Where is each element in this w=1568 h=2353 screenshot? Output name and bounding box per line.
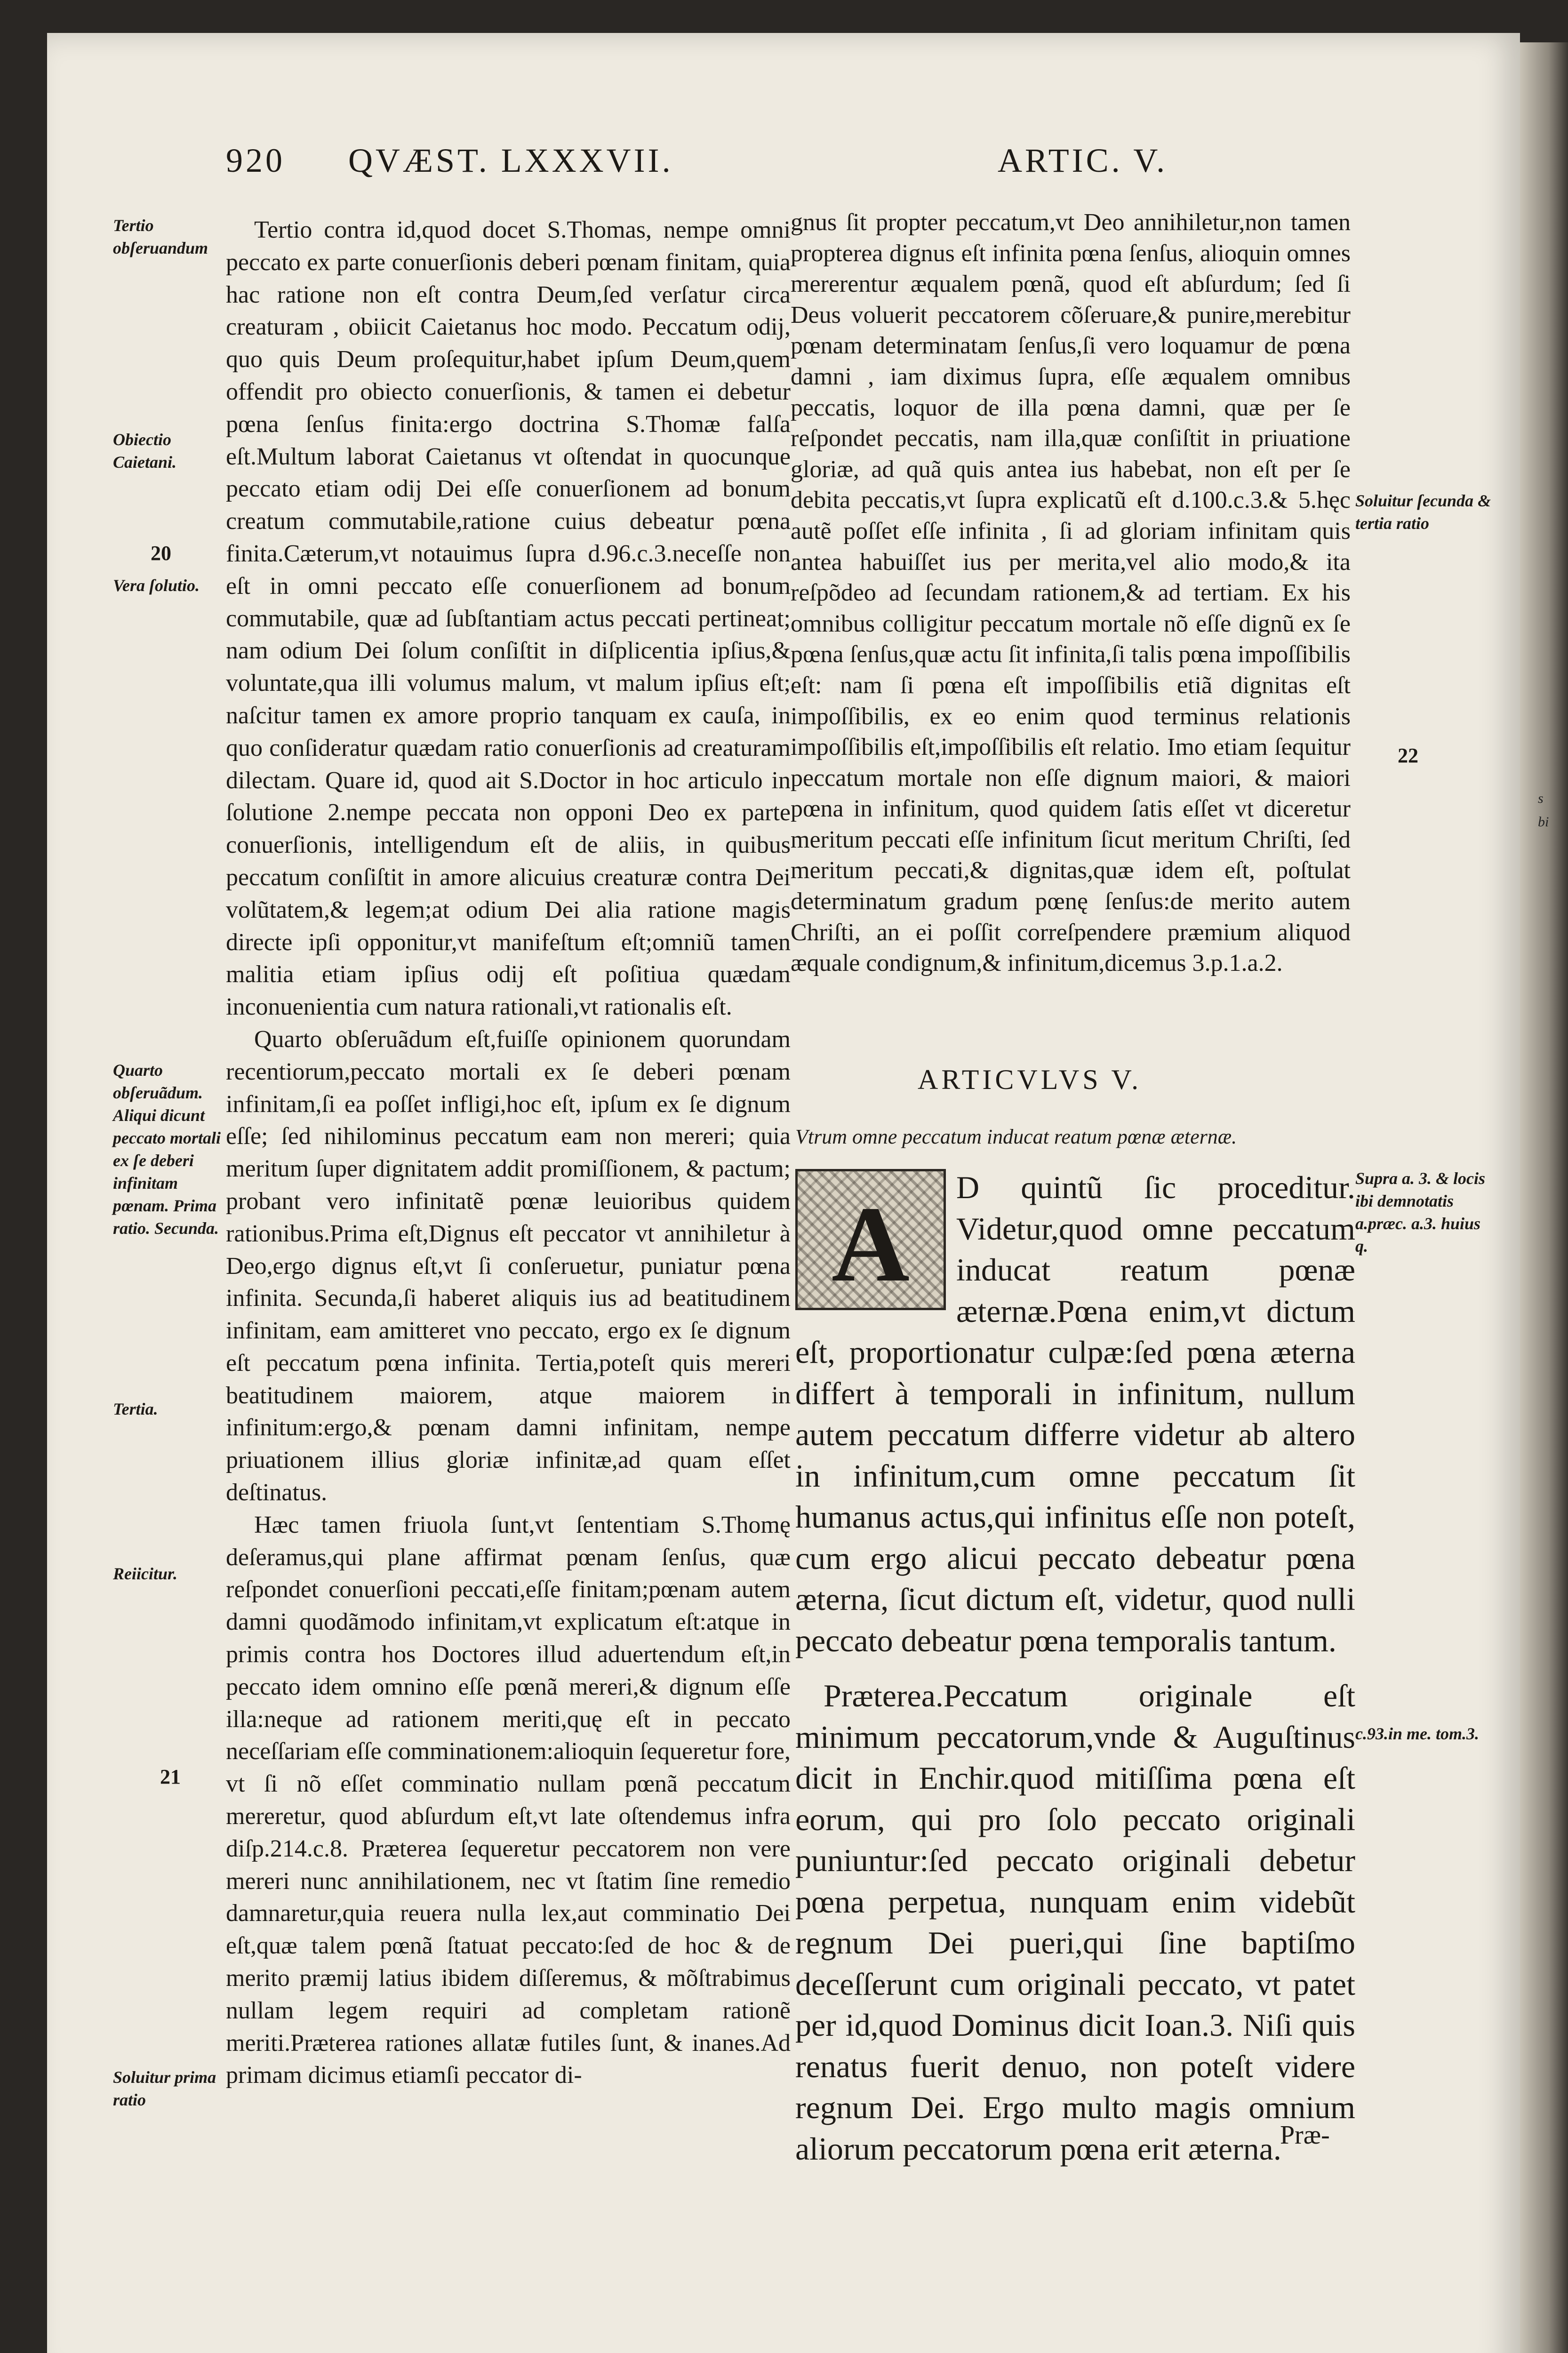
- margin-note: Vera ſolutio.: [113, 576, 200, 595]
- margin-note: Tertia.: [113, 1400, 158, 1418]
- left-text-column: [226, 214, 791, 2092]
- right-text-column: [791, 207, 1351, 979]
- paragraph: Hæc tamen friuola ſunt,vt ſententiam S.Thomę deſeramus,qui plane affirmat pœnam ſenſus, quæ reſpondet conuerſioni peccati,eſſe finitam;pœnam autem damni quodãmodo infinitam,vt explicatum eſt:atque in primis contra hos Doctores illud aduertendum eſt,in peccato idem omnino eſſe pœnã mereri,& dignum eſſe illa:neque ad rationem meriti,quę eſt in peccato neceſſariam eſſe comminationem:alioquin ſequeretur fore, vt ſi nõ eſſet comminatio nullam pœnã peccatum mereretur, quod abſurdum eſt,vt late oſtendemus infra diſp.214.c.8. Præterea ſequeretur peccatorem non vere mereri nunc annihilationem, nec vt ſtatim ſine remedio damnaretur,quia reuera nulla lex,aut comminatio Dei eſt,quæ talem pœnã ſtatuat peccato:ſed de hoc & de merito præmij latius ibidem diſſeremus, & mõſtrabimus nullam legem requiri ad completam rationẽ meriti.Præterea rationes allatæ futiles ſunt, & inanes.Ad primam dicimus etiamſi peccator di-: [226, 1511, 791, 2089]
- margin-note: Obiectio Caietani.: [113, 430, 177, 472]
- paragraph-text: D quintũ ſic proceditur. Videtur,quod omne peccatum inducat reatum pœnæ æternæ.Pœna enim,vt dictum eſt, proportionatur culpæ:ſed pœna æterna differt à temporali in infinitum, nullum autem peccatum differre videtur ab altero in infinitum,cum omne peccatum ſit humanus actus,qui infinitus eſſe non poteſt, cum ergo alicui peccato debeatur pœna æterna, ſicut dictum eſt, videtur, quod nulli peccato debeatur pœna temporalis tantum.: [795, 1169, 1355, 1658]
- margin-note: Supra a. 3. & locis ibi demnotatis a.præc. a.3. huius q.: [1355, 1169, 1486, 1256]
- running-article: ARTIC. V.: [998, 142, 1168, 179]
- margin-note: Tertio obſeruandum: [113, 216, 208, 257]
- running-title: QVÆST. LXXXVII.: [348, 142, 673, 179]
- margin-note: c.93.in me. tom.3.: [1355, 1724, 1479, 1743]
- margin-note: Soluitur ſecunda & tertia ratio: [1355, 491, 1491, 533]
- initial-letter: A: [831, 1184, 910, 1304]
- article-question: Vtrum omne peccatum inducat reatum pœnæ æternæ.: [795, 1125, 1237, 1148]
- margin-section-number: 21: [160, 1765, 181, 1788]
- decorated-initial: [795, 1169, 946, 1310]
- paragraph: Tertio contra id,quod docet S.Thomas, nempe omni peccato ex parte conuerſionis deberi pœnam finitam, quia hac ratione non eſt contra Deum,ſed verſatur circa creaturam , obiicit Caietanus hoc modo. Peccatum odij, quo quis Deum proſequitur,habet ipſum Deum,quem offendit pro obiecto conuerſionis, & tamen ei debetur pœna ſenſus finita:ergo doctrina S.Thomæ falſa eſt.Multum laborat Caietanus vt oſtendat in quocunque peccato etiam odij Dei eſſe conuerſionem ad bonum creatum commutabile,ratione cuius debeatur pœna finita.Cæterum,vt notauimus ſupra d.96.c.3.neceſſe non eſt in omni peccato eſſe conuerſionem ad bonum commutabile, quæ ad ſubſtantiam actus peccati pertineat; nam odium Dei ſolum conſiſtit in diſplicentia ipſius,& voluntate,qua illi volumus malum, vt malum ipſius eſt; naſcitur tamen ex amore proprio tanquam ex cauſa, in quo conſideratur quædam ratio conuerſionis ad creaturam dilectam. Quare id, quod ait S.Doctor in hoc articulo in ſolutione 2.nempe peccata non opponi Deo ex parte conuerſionis, intelligendum eſt de aliis, in quibus peccatum conſiſtit in amore alicuius creaturæ contra Dei volũtatem,& legem;at odium Dei alia ratione magis directe ipſi opponitur,vt manifeſtum eſt;omniũ tamen malitia etiam ipſius odij eſt poſitiua quædam inconuenientia cum natura rationali,vt rationalis eſt.: [226, 216, 791, 1021]
- paragraph: gnus ſit propter peccatum,vt Deo annihiletur,non tamen propterea dignus eſt infinita pœna ſenſus, alioquin omnes mererentur æqualem pœnã, quod eſt abſurdum; ſed ſi Deus voluerit peccatorem cõſeruare,& punire,merebitur pœnam determinatam ſenſus,ſi vero loquamur de pœna damni , iam diximus ſupra, eſſe æqualem omnibus peccatis, loquor de illa pœna damni, quæ per ſe reſpondet peccatis, nam illa,quæ conſiſtit in priuatione gloriæ, ad quã quis antea ius habebat, non eſt per ſe debita peccatis,vt ſupra explicatũ eſt d.100.c.3.& 5.hęc autẽ poſſet eſſe infinita , ſi ad gloriam infinitam quis antea habuiſſet ius per merita,vel alio modo,& ita reſpõdeo ad ſecundam rationem,& ad tertiam. Ex his omnibus colligitur peccatum mortale nõ eſſe dignũ ex ſe pœna ſenſus,quæ actu ſit infinita,ſi talis pœna impoſſibilis eſt: nam ſi pœna eſt impoſſibilis etiã dignitas eſt impoſſibilis, ex eo enim quod terminus relationis impoſſibilis eſt,impoſſibilis eſt relatio. Imo etiam ſequitur peccatum mortale non eſſe dignum maiori, & maiori pœna in infinitum, quod quidem ſatis eſſet vt diceretur meritum peccati eſſe infinitum ſicut meritum Chriſti, ſed meritum peccati,& dignitas,quæ idem eſt, poſtulat determinatum gradum pœnę ſenſus:de merito autem Chriſti, an ei poſſit correſpendere præmium aliquod æquale condignum,& infinitum,dicemus 3.p.1.a.2.: [791, 209, 1351, 977]
- margin-section-number: 22: [1398, 744, 1418, 767]
- margin-section-number: 20: [151, 542, 171, 565]
- page-number: 920: [226, 142, 285, 179]
- edge-fragment: s: [1538, 791, 1544, 806]
- margin-note: Reiicitur.: [113, 1564, 178, 1583]
- article-text: [795, 1167, 1355, 2169]
- margin-note: Soluitur prima ratio: [113, 2068, 216, 2109]
- margin-note: Quarto obſeruãdum. Aliqui dicunt peccato mortali ex ſe deberi infinitam pœnam. Prima ratio. Secunda.: [113, 1061, 221, 1238]
- catchword: Præ-: [1280, 2121, 1330, 2150]
- paragraph: [795, 1167, 1355, 1661]
- edge-fragment: bi: [1538, 814, 1549, 830]
- article-heading: ARTICVLVS V.: [918, 1064, 1142, 1095]
- paragraph: Præterea.Peccatum originale eſt minimum peccatorum,vnde & Auguſtinus dicit in Enchir.quod mitiſſima pœna eſt eorum, qui pro ſolo peccato originali puniuntur:ſed peccato originali debetur pœna perpetua, nunquam enim videbũt regnum Dei pueri,qui ſine baptiſmo deceſſerunt cum originali peccato, vt patet per id,quod Dominus dicit Ioan.3. Niſi quis renatus fuerit denuo, non poteſt videre regnum Dei. Ergo multo magis omnium aliorum peccatorum pœna erit æterna.: [795, 1678, 1355, 2167]
- adjacent-page-edge: [1520, 42, 1568, 2353]
- paragraph: Quarto obſeruãdum eſt,fuiſſe opinionem quorundam recentiorum,peccato mortali ex ſe deberi pœnam infinitam,ſi ea poſſet infligi,hoc eſt, ipſum ex ſe dignum eſſe; ſed nihilominus peccatum eam non mereri; quia meritum ſuper dignitatem addit promiſſionem, & pactum; probant vero infinitatẽ pœnæ leuioribus quidem rationibus.Prima eſt,Dignus eſt peccator vt annihiletur à Deo,ergo dignus eſt,vt ſi conſeruetur, puniatur pœna infinita. Secunda,ſi haberet aliquis ius ad beatitudinem infinitam, eam amitteret vno peccato, ergo ex ſe dignum eſt peccatum pœna infinita. Tertia,poteſt quis mereri beatitudinem maiorem, atque maiorem in infinitum:ergo,& pœnam damni infinitam, nempe priuationem illius gloriæ infinitæ,ad quam eſſet deſtinatus.: [226, 1025, 791, 1506]
